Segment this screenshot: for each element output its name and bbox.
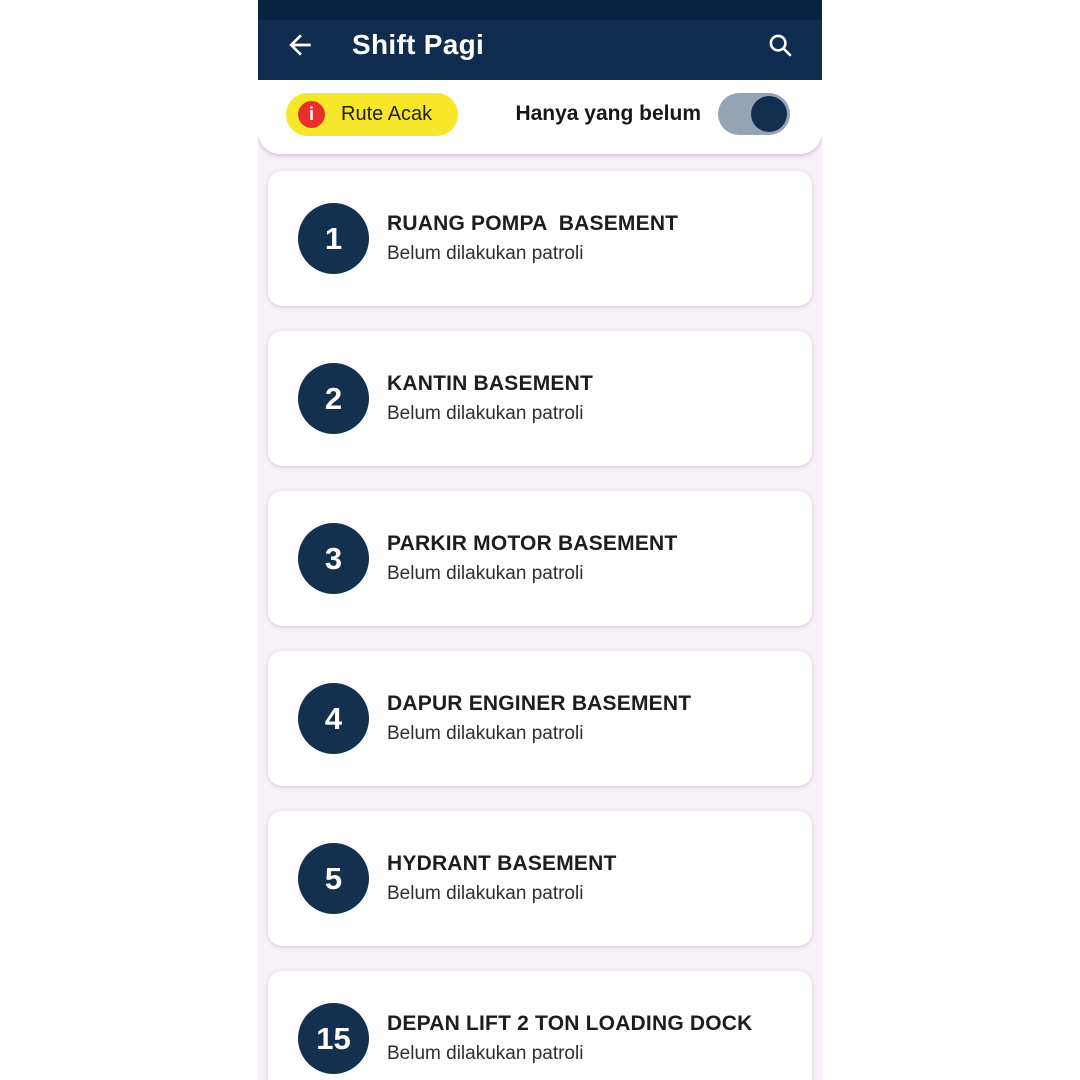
pending-filter-label: Hanya yang belum xyxy=(515,102,701,125)
filter-bar xyxy=(258,80,822,154)
pending-filter-group xyxy=(515,93,790,135)
checkpoint-title: DEPAN LIFT 2 TON LOADING DOCK xyxy=(387,1012,753,1035)
random-route-badge[interactable] xyxy=(286,93,458,136)
back-button[interactable] xyxy=(282,27,318,63)
checkpoint-text xyxy=(387,212,678,265)
app-window xyxy=(258,0,822,1080)
checkpoint-card[interactable] xyxy=(268,971,812,1080)
info-icon: i xyxy=(298,101,325,128)
checkpoint-title: DAPUR ENGINER BASEMENT xyxy=(387,692,692,715)
search-button[interactable] xyxy=(762,27,798,63)
checkpoint-title: HYDRANT BASEMENT xyxy=(387,852,617,875)
search-icon xyxy=(765,30,795,60)
checkpoint-status: Belum dilakukan patroli xyxy=(387,563,584,584)
random-route-label: Rute Acak xyxy=(341,102,433,125)
checkpoint-number-badge: 2 xyxy=(298,363,369,434)
page-title: Shift Pagi xyxy=(352,29,485,60)
app-header xyxy=(258,0,822,80)
checkpoint-number-badge: 4 xyxy=(298,683,369,754)
checkpoint-card[interactable] xyxy=(268,331,812,466)
checkpoint-status: Belum dilakukan patroli xyxy=(387,403,584,424)
checkpoint-number-badge: 5 xyxy=(298,843,369,914)
checkpoint-status: Belum dilakukan patroli xyxy=(387,1043,584,1064)
checkpoint-text xyxy=(387,692,691,745)
checkpoint-status: Belum dilakukan patroli xyxy=(387,243,584,264)
checkpoint-text xyxy=(387,372,593,425)
checkpoint-text xyxy=(387,852,617,905)
checkpoint-card[interactable] xyxy=(268,811,812,946)
checkpoint-title: KANTIN BASEMENT xyxy=(387,372,593,395)
checkpoint-number-badge: 3 xyxy=(298,523,369,594)
checkpoint-card[interactable] xyxy=(268,651,812,786)
arrow-left-icon xyxy=(284,29,316,61)
checkpoint-card[interactable] xyxy=(268,171,812,306)
checkpoint-card[interactable] xyxy=(268,491,812,626)
checkpoint-title: PARKIR MOTOR BASEMENT xyxy=(387,532,678,555)
checkpoint-status: Belum dilakukan patroli xyxy=(387,723,584,744)
checkpoint-number-badge: 1 xyxy=(298,203,369,274)
checkpoint-text xyxy=(387,1012,753,1065)
checkpoint-title: RUANG POMPA BASEMENT xyxy=(387,212,679,235)
checkpoint-list xyxy=(258,154,822,1080)
checkpoint-status: Belum dilakukan patroli xyxy=(387,883,584,904)
toggle-thumb xyxy=(751,96,787,132)
pending-only-toggle[interactable] xyxy=(718,93,790,135)
checkpoint-number-badge: 15 xyxy=(298,1003,369,1074)
checkpoint-text xyxy=(387,532,677,585)
